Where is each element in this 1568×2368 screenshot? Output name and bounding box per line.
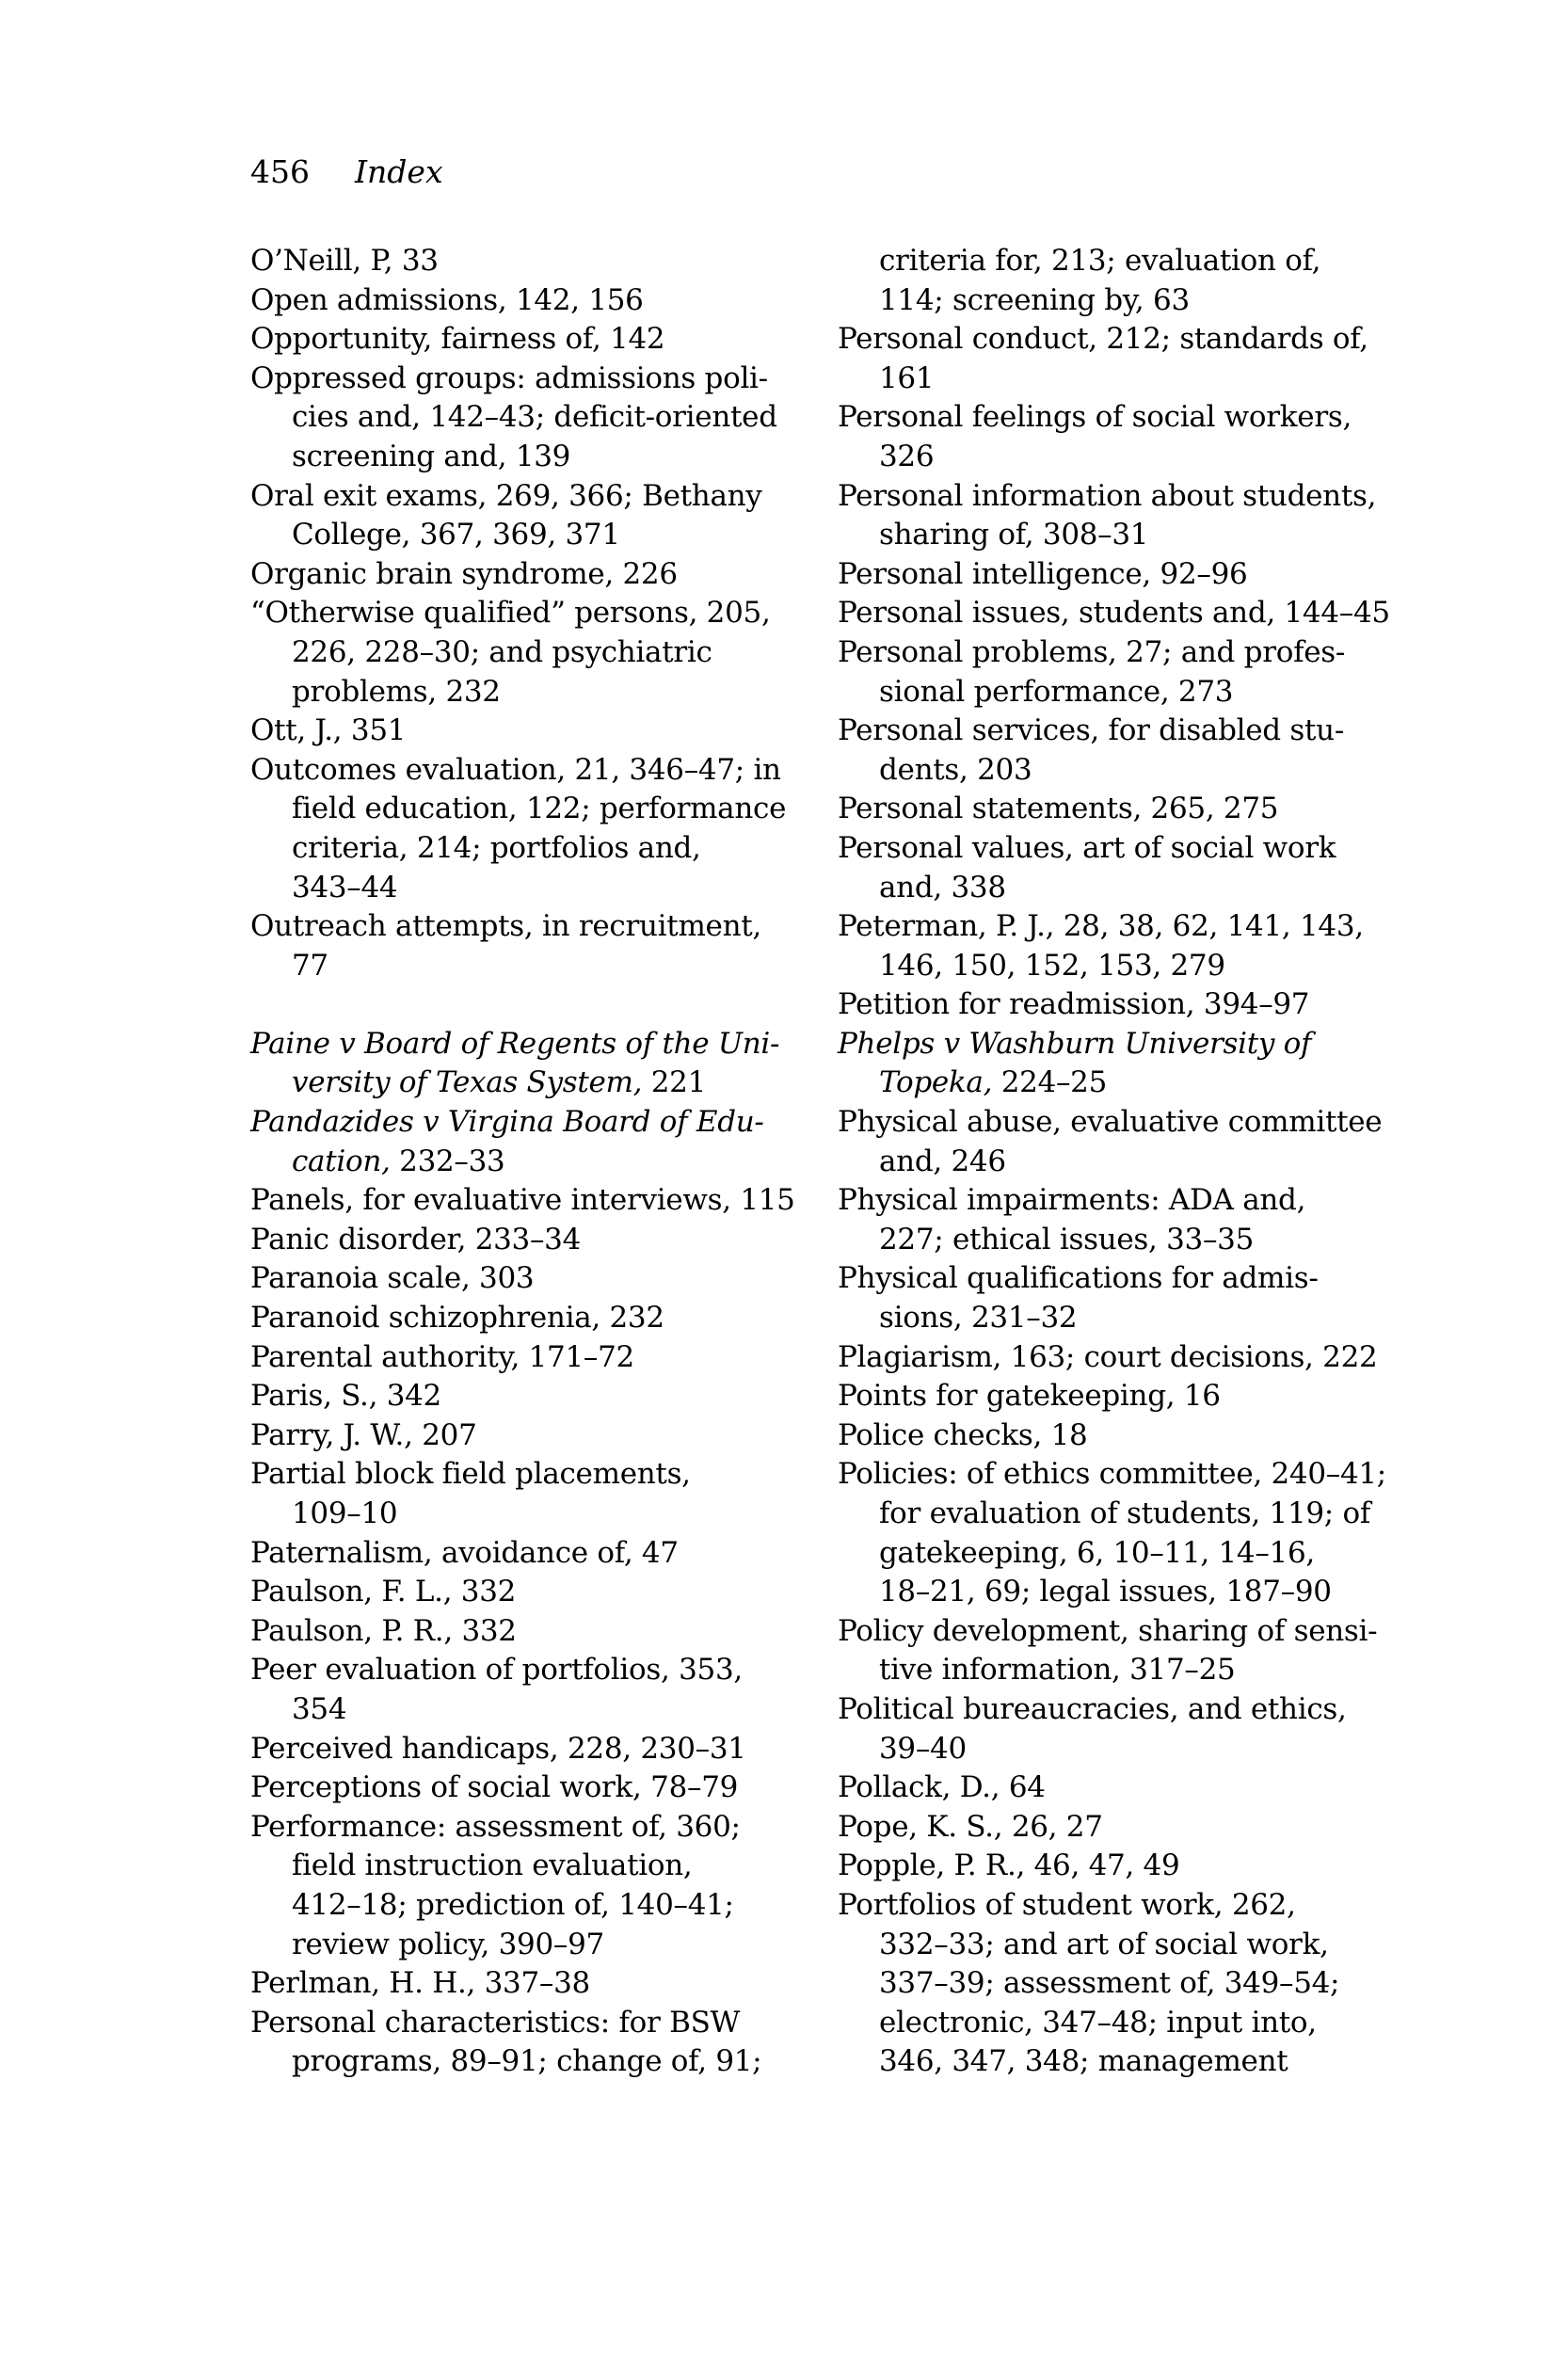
page-reference: 221 xyxy=(642,1065,706,1100)
index-line: 161 xyxy=(879,360,935,395)
index-line: Pope, K. S., 26, 27 xyxy=(838,1809,1103,1844)
index-line: Personal characteristics: for BSW xyxy=(250,2005,741,2040)
index-line: Personal intelligence, 92–96 xyxy=(838,556,1248,591)
index-line: 326 xyxy=(879,439,935,473)
index-line: Outcomes evaluation, 21, 346–47; in xyxy=(250,752,781,787)
case-name-italic: Topeka, xyxy=(879,1065,993,1100)
index-line: tive information, 317–25 xyxy=(879,1653,1236,1688)
index-line xyxy=(250,1025,792,1064)
index-line: Paris, S., 342 xyxy=(250,1379,441,1414)
index-line: screening and, 139 xyxy=(292,439,571,473)
index-line: Oppressed groups: admissions poli- xyxy=(250,360,768,395)
index-line: Plagiarism, 163; court decisions, 222 xyxy=(838,1339,1378,1374)
index-line: Paranoia scale, 303 xyxy=(250,1261,535,1296)
index-line: O’Neill, P, 33 xyxy=(250,244,439,278)
index-line: programs, 89–91; change of, 91; xyxy=(292,2044,762,2079)
page-reference: 232–33 xyxy=(390,1144,505,1178)
index-line: Policy development, sharing of sensi- xyxy=(838,1613,1378,1648)
right-column xyxy=(838,242,1390,2082)
case-name-italic: Phelps v Washburn University of xyxy=(838,1026,1312,1061)
index-line: Paternalism, avoidance of, 47 xyxy=(250,1535,679,1570)
index-line: Organic brain syndrome, 226 xyxy=(250,556,678,591)
index-line: sions, 231–32 xyxy=(879,1301,1078,1336)
index-line: Political bureaucracies, and ethics, xyxy=(838,1691,1347,1726)
index-line: Panic disorder, 233–34 xyxy=(250,1222,582,1256)
index-line: sharing of, 308–31 xyxy=(879,518,1149,552)
page-number: 456 xyxy=(250,153,310,190)
index-line: Personal services, for disabled stu- xyxy=(838,713,1345,748)
index-line: Panels, for evaluative interviews, 115 xyxy=(250,1183,795,1218)
index-line: Peterman, P. J., 28, 38, 62, 141, 143, xyxy=(838,909,1364,944)
index-line: sional performance, 273 xyxy=(879,674,1234,709)
index-line: Ott, J., 351 xyxy=(250,713,407,748)
index-line: field education, 122; performance xyxy=(292,792,787,826)
index-line: 39–40 xyxy=(879,1731,967,1766)
index-line: and, 246 xyxy=(879,1144,1006,1178)
index-line: Paulson, F. L., 332 xyxy=(250,1575,517,1609)
index-line: College, 367, 369, 371 xyxy=(292,518,620,552)
index-line: Paulson, P. R., 332 xyxy=(250,1613,517,1648)
index-line: Petition for readmission, 394–97 xyxy=(838,987,1310,1022)
index-line: Physical impairments: ADA and, xyxy=(838,1183,1306,1218)
index-line: electronic, 347–48; input into, xyxy=(879,2005,1317,2040)
index-line: 114; screening by, 63 xyxy=(879,282,1190,317)
index-line: Personal feelings of social workers, xyxy=(838,400,1352,435)
index-line: 77 xyxy=(292,948,328,983)
index-line: and, 338 xyxy=(879,870,1006,904)
index-line: Performance: assessment of, 360; xyxy=(250,1809,741,1844)
index-line: 227; ethical issues, 33–35 xyxy=(879,1222,1255,1256)
page-title: Index xyxy=(355,153,443,190)
index-line: cies and, 142–43; deficit-oriented xyxy=(292,400,777,435)
index-line: criteria, 214; portfolios and, xyxy=(292,830,701,865)
index-line: dents, 203 xyxy=(879,752,1032,787)
page-reference: 224–25 xyxy=(992,1065,1108,1100)
index-line: Peer evaluation of portfolios, 353, xyxy=(250,1653,743,1688)
case-name-italic: Paine v Board of Regents of the Uni- xyxy=(250,1026,780,1061)
index-line: 354 xyxy=(292,1691,347,1726)
index-line: gatekeeping, 6, 10–11, 14–16, xyxy=(879,1535,1315,1570)
case-name-italic: versity of Texas System, xyxy=(292,1065,643,1100)
index-line: 412–18; prediction of, 140–41; xyxy=(292,1887,734,1922)
index-line: for evaluation of students, 119; of xyxy=(879,1496,1371,1530)
index-line: Personal values, art of social work xyxy=(838,830,1336,865)
index-line: Popple, P. R., 46, 47, 49 xyxy=(838,1848,1180,1883)
index-line: Points for gatekeeping, 16 xyxy=(838,1379,1221,1414)
index-line: 343–44 xyxy=(292,870,398,904)
index-line: Personal issues, students and, 144–45 xyxy=(838,596,1390,631)
index-line: “Otherwise qualified” persons, 205, xyxy=(250,596,771,631)
index-line: Perlman, H. H., 337–38 xyxy=(250,1966,590,2001)
index-line: field instruction evaluation, xyxy=(292,1848,693,1883)
index-line xyxy=(838,1025,1384,1064)
index-line: Physical abuse, evaluative committee xyxy=(838,1105,1383,1140)
index-line: criteria for, 213; evaluation of, xyxy=(879,244,1321,278)
index-line: 226, 228–30; and psychiatric xyxy=(292,634,712,669)
index-line: problems, 232 xyxy=(292,674,501,709)
index-line: Partial block field placements, xyxy=(250,1457,691,1492)
index-line: review policy, 390–97 xyxy=(292,1927,604,1961)
index-line: Personal conduct, 212; standards of, xyxy=(838,322,1368,357)
index-line: Parental authority, 171–72 xyxy=(250,1339,634,1374)
index-line: Personal statements, 265, 275 xyxy=(838,792,1279,826)
index-line: Policies: of ethics committee, 240–41; xyxy=(838,1457,1386,1492)
index-line: Paranoid schizophrenia, 232 xyxy=(250,1301,664,1336)
index-line: Physical qualifications for admis- xyxy=(838,1261,1319,1296)
index-line: 337–39; assessment of, 349–54; xyxy=(879,1966,1340,2001)
index-line: Perceived handicaps, 228, 230–31 xyxy=(250,1731,746,1766)
index-line: 109–10 xyxy=(292,1496,398,1530)
index-line xyxy=(250,1143,792,1182)
index-line: Open admissions, 142, 156 xyxy=(250,282,644,317)
index-line: Opportunity, fairness of, 142 xyxy=(250,322,665,357)
index-line xyxy=(838,1064,1384,1103)
index-line: 332–33; and art of social work, xyxy=(879,1927,1329,1961)
left-column xyxy=(250,242,795,2082)
index-line: Portfolios of student work, 262, xyxy=(838,1887,1296,1922)
index-line: 346, 347, 348; management xyxy=(879,2044,1288,2079)
index-line: 18–21, 69; legal issues, 187–90 xyxy=(879,1575,1332,1609)
index-line: Personal problems, 27; and profes- xyxy=(838,634,1346,669)
index-line: Perceptions of social work, 78–79 xyxy=(250,1770,739,1805)
index-line: Outreach attempts, in recruitment, xyxy=(250,909,761,944)
index-line: Pollack, D., 64 xyxy=(838,1770,1046,1805)
case-name-italic: cation, xyxy=(292,1144,391,1178)
index-line xyxy=(250,1103,792,1143)
case-name-italic: Pandazides v Virgina Board of Edu- xyxy=(250,1105,764,1140)
index-line: Oral exit exams, 269, 366; Bethany xyxy=(250,478,762,513)
index-line: 146, 150, 152, 153, 279 xyxy=(879,948,1225,983)
page-header xyxy=(250,153,443,191)
index-line: Parry, J. W., 207 xyxy=(250,1417,477,1452)
blank-line xyxy=(250,985,792,1025)
index-line: Personal information about students, xyxy=(838,478,1377,513)
index-line xyxy=(250,1064,792,1103)
index-line: Police checks, 18 xyxy=(838,1417,1088,1452)
